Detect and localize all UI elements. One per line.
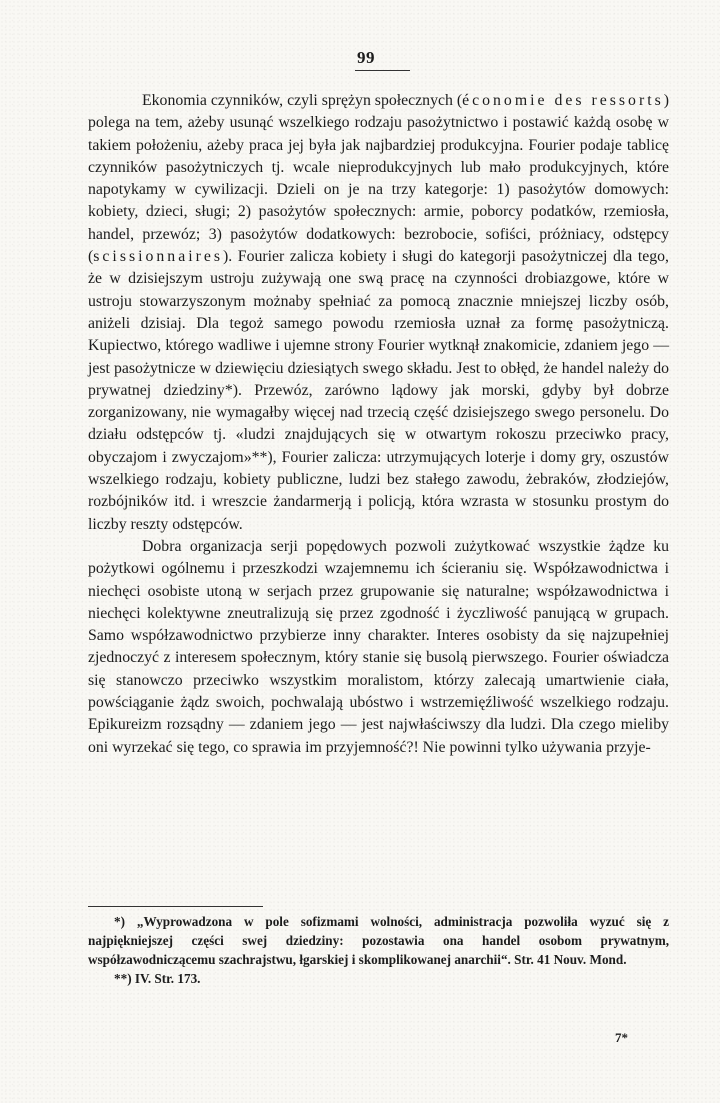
french-term-scissionnaires: scissionnaires [93, 248, 224, 266]
body-text [88, 90, 669, 759]
paragraph-1-middle: ) polega na tem, ażeby usunąć wszelkiego rodzaju pasożytnictwo i postawić każdą osobę w takiem położeniu, ażeby praca jej była jak najbardziej produkcyjna. Fourier podaje tablicę czynników pasożytniczych tj. wcale nieprodukcyjnych lub mało produkcyjnych, które napotykamy w cywilizacji. Dzieli on je na trzy kategorje: 1) pasożytów domowych: kobiety, dzieci, sługi; 2) pasożytów społecznych: armie, poborcy podatków, rzemiosła, handel, przewóz; 3) pasożytów dodatkowych: bezrobocie, sofiści, próżniacy, odstępcy ( [88, 92, 670, 266]
printer-signature-mark: 7* [615, 1030, 628, 1045]
footnote-1: *) „Wyprowadzona w pole sofizmami wolności, administracja pozwoliła wyzuć się z najpiękniejszej części swej dziedziny: pozostawia ona handel osobom prywatnym, współzawodniczącemu szachrajstwu, łgarskiej i skomplikowanej anarchii“. Str. 41 Nouv. Mond. [88, 914, 669, 967]
page-number: 99 [357, 48, 375, 67]
footnote-2: **) IV. Str. 173. [114, 971, 201, 986]
footnote-rule [88, 906, 263, 907]
paragraph-2: Dobra organizacja serji popędowych pozwoli zużytkować wszystkie żądze ku pożytkowi ogólnemu i przeszkodzi wzajemnemu ich ścieraniu się. Współzawodnictwa i niechęci osobiste utoną w serjach przez grupowanie się naturalne; współzawodnictwa i niechęci kolektywne zneutralizują się przez zgodność i życzliwość panującą w grupach. Samo współzawodnictwo przybierze inny charakter. Interes osobisty da się najzupełniej zjednoczyć z interesem społecznym, który stanie się busolą pierwszego. Fourier oświadcza się stanowczo przeciwko wszystkim moralistom, którzy zalecają umartwienie ciała, powściąganie żądz swoich, pochwalają ubóstwo i wstrzemięźliwość wszelkiego rodzaju. Epikureizm rozsądny — zdaniem jego — jest najwłaściwszy dla ludzi. Dla czego mieliby oni wyrzekać się tego, co sprawia im przyjemność?! Nie powinni tylko używania przyje- [88, 537, 669, 756]
paragraph-1 [88, 90, 669, 536]
footnotes [88, 912, 669, 988]
paragraph-1-end: ). Fourier zalicza kobiety i sługi do kategorji pasożytniczej dla tego, że w dzisiejszym ustroju zużywają one swą pracę na czynności drobiazgowe, które w ustroju stowarzyszonym możnaby spełniać za pomocą znacznie mniejszej liczby osób, aniżeli dzisiaj. Dla tegoż samego powodu rzemiosła uznał za formę pasożytniczą. Kupiectwo, którego wadliwe i ujemne strony Fourier wytknął znakomicie, zdaniem jego — jest pasożytnicze w dziewięciu dziesiątych swego składu. Jest to obłęd, że handel należy do prywatnej dziedziny*). Przewóz, zarówno lądowy jak morski, gdyby był dobrze zorganizowany, nie wymagałby więcej nad trzecią część dzisiejszego swego personelu. Do działu odstępców tj. «ludzi znajdujących się w otwartym rokoszu przeciwko pracy, obyczajom i zwyczajom»**), Fourier zalicza: utrzymujących loterje i domy gry, oszustów wszelkiego rodzaju, kobiety publiczne, ludzi bez stałego zawodu, żebraków, złodziejów, rozbójników itd. i wreszcie żandarmerją i policją, która wzrasta w stosunku prostym do liczby reszty odstępców. [88, 248, 669, 533]
paragraph-1-opening: Ekonomia czynników, czyli sprężyn społecznych ( [142, 92, 463, 109]
french-term-economie-des-ressorts: économie des ressorts [462, 92, 664, 109]
page-number-rule [355, 70, 410, 71]
